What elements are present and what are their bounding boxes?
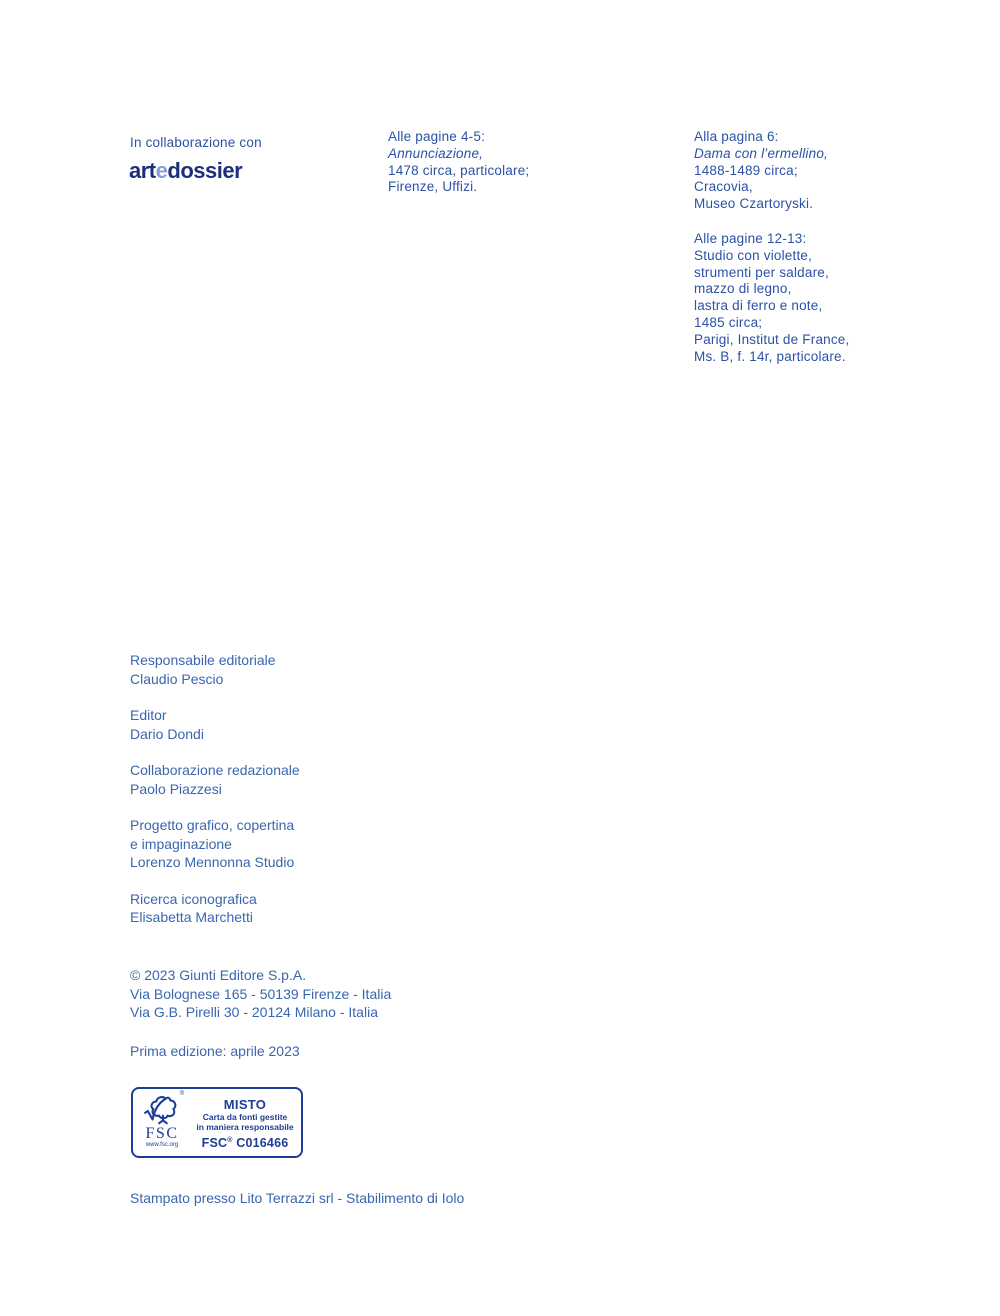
fsc-url: www.fsc.org bbox=[145, 1142, 179, 1148]
fsc-acronym: FSC bbox=[145, 1125, 179, 1142]
credit-name: Lorenzo Mennonna Studio bbox=[130, 854, 295, 870]
logo-part-dossier: dossier bbox=[167, 158, 243, 183]
credit-editorial-director bbox=[130, 651, 300, 688]
fsc-registered-mark: ® bbox=[179, 1091, 184, 1097]
credit-editorial-collaboration bbox=[130, 761, 300, 798]
fsc-text-panel bbox=[191, 1089, 301, 1156]
caption-work-title: Studio con violette, bbox=[694, 247, 813, 263]
logo-part-art: art bbox=[129, 158, 156, 183]
caption-line: strumenti per saldare, bbox=[694, 264, 829, 280]
printer-line: Stampato presso Lito Terrazzi srl - Stabilimento di Iolo bbox=[130, 1190, 465, 1206]
caption-line: Museo Czartoryski. bbox=[694, 196, 814, 212]
fsc-label: MISTO bbox=[223, 1096, 267, 1112]
fsc-cert-registered: ® bbox=[227, 1136, 233, 1144]
credit-role: Responsabile editoriale bbox=[130, 652, 276, 668]
caption-line: 1488-1489 circa; bbox=[694, 162, 798, 178]
edition-line: Prima edizione: aprile 2023 bbox=[130, 1043, 300, 1059]
fsc-cert-prefix: FSC bbox=[201, 1135, 228, 1150]
fsc-description-line2: in maniera responsabile bbox=[196, 1121, 294, 1132]
fsc-tree-icon bbox=[141, 1093, 183, 1127]
credit-graphic-design bbox=[130, 816, 300, 872]
credit-name: Paolo Piazzesi bbox=[130, 780, 222, 797]
credit-role: e impaginazione bbox=[130, 835, 232, 852]
caption-line: Ms. B, f. 14r, particolare. bbox=[694, 348, 846, 364]
credit-name: Claudio Pescio bbox=[130, 670, 224, 687]
caption-line: Cracovia, bbox=[694, 179, 753, 195]
caption-line: Alle pagine 12-13: bbox=[694, 231, 807, 246]
caption-line: 1485 circa; bbox=[694, 314, 763, 330]
credit-editor bbox=[130, 706, 300, 743]
artedossier-logo bbox=[129, 158, 242, 184]
caption-line: lastra di ferro e note, bbox=[694, 298, 823, 314]
caption-pages-12-13 bbox=[694, 231, 849, 365]
caption-line: mazzo di legno, bbox=[694, 281, 792, 297]
collaboration-label: In collaborazione con bbox=[130, 135, 262, 150]
credit-role: Progetto grafico, copertina bbox=[130, 817, 295, 833]
caption-pages-4-5 bbox=[388, 129, 529, 196]
fsc-certificate-number bbox=[202, 1136, 289, 1150]
credit-name: Dario Dondi bbox=[130, 725, 204, 742]
credit-role: Collaborazione redazionale bbox=[130, 762, 300, 778]
caption-work-title: Annunciazione, bbox=[388, 145, 484, 161]
caption-page-6 bbox=[694, 129, 828, 213]
caption-line: Alle pagine 4-5: bbox=[388, 129, 486, 144]
credit-role: Editor bbox=[130, 707, 167, 723]
logo-part-e: e bbox=[155, 158, 168, 183]
caption-line: Parigi, Institut de France, bbox=[694, 331, 850, 347]
imprint-block bbox=[130, 966, 391, 1022]
credits-section bbox=[130, 651, 300, 945]
address-milan: Via G.B. Pirelli 30 - 20124 Milano - Italia bbox=[130, 1004, 378, 1020]
caption-line: Alla pagina 6: bbox=[694, 129, 779, 144]
fsc-cert-number: C016466 bbox=[232, 1135, 289, 1150]
fsc-description-line1: Carta da fonti gestite bbox=[202, 1111, 288, 1122]
credit-name: Elisabetta Marchetti bbox=[130, 909, 253, 925]
credit-picture-research bbox=[130, 890, 300, 927]
fsc-certification-box bbox=[131, 1087, 303, 1158]
caption-work-title: Dama con l’ermellino, bbox=[694, 145, 828, 161]
address-florence: Via Bolognese 165 - 50139 Firenze - Italia bbox=[130, 985, 392, 1002]
caption-line: 1478 circa, particolare; bbox=[388, 162, 530, 178]
copyright-line: © 2023 Giunti Editore S.p.A. bbox=[130, 967, 307, 983]
credit-role: Ricerca iconografica bbox=[130, 890, 257, 907]
fsc-logo-panel bbox=[133, 1089, 191, 1156]
caption-line: Firenze, Uffizi. bbox=[388, 179, 478, 195]
